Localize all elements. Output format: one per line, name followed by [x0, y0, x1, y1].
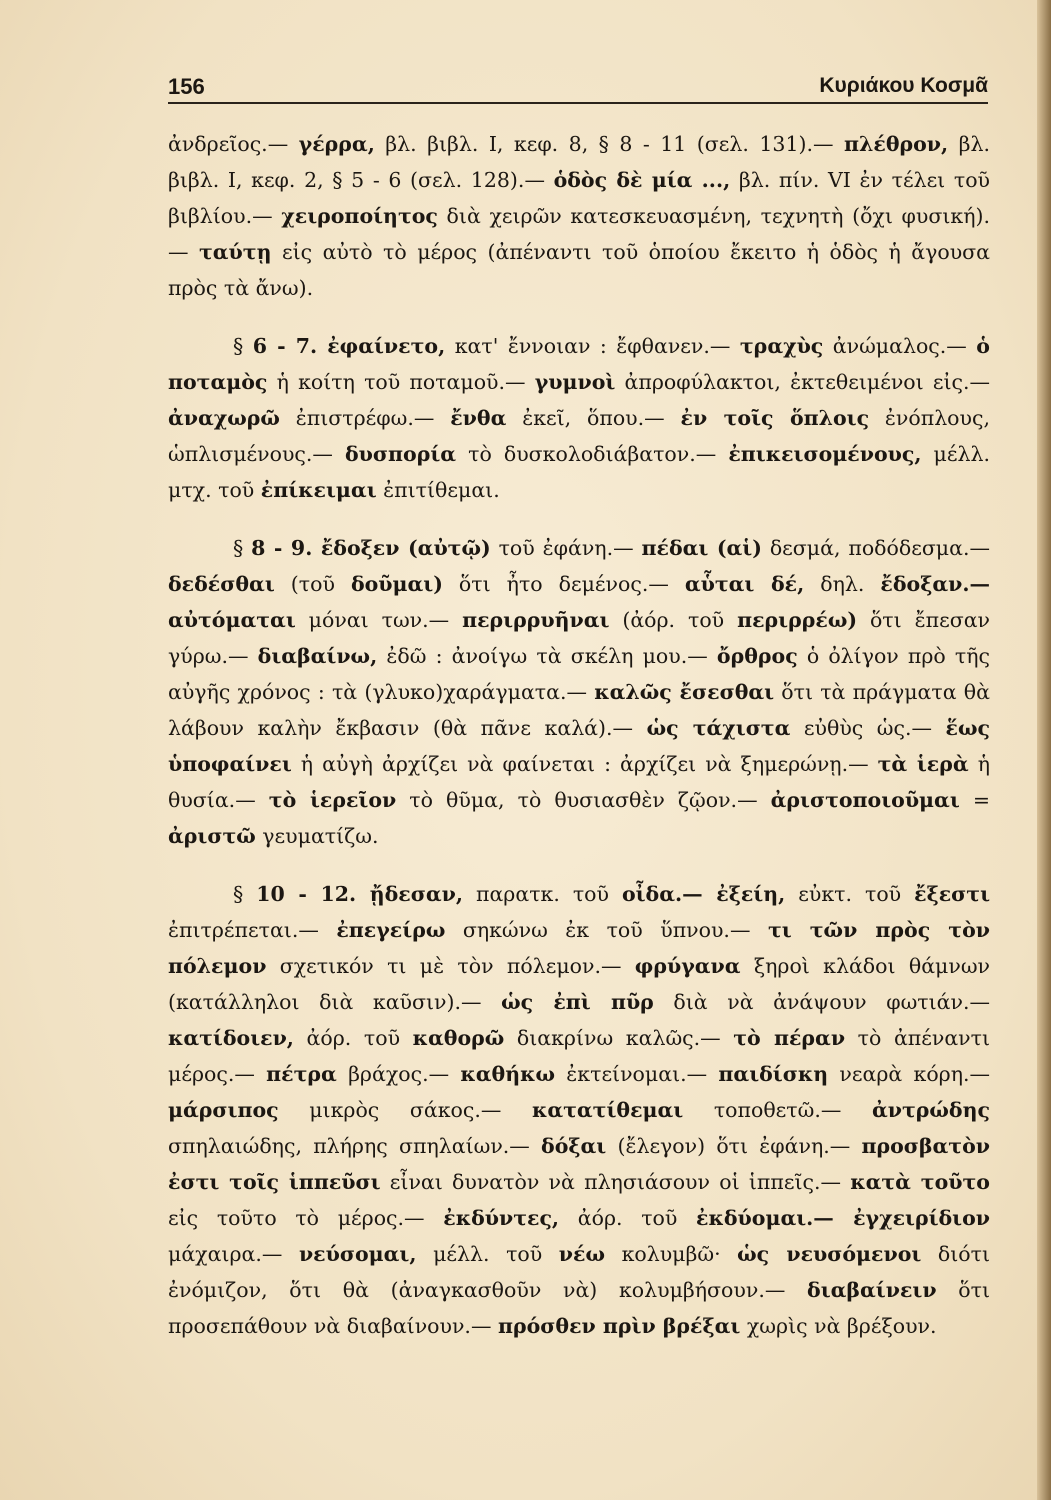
headword: νεύσομαι,: [298, 1242, 417, 1266]
gloss-text: (ἔλεγον) ὅτι ἐφάνη.—: [606, 1134, 862, 1158]
headword: ἀντρώδης: [871, 1098, 990, 1122]
headword: νέω: [558, 1242, 605, 1266]
gloss-text: διὰ νὰ ἀνάψουν φωτιάν.—: [653, 990, 990, 1014]
gloss-text: παρατκ. τοῦ: [463, 882, 622, 906]
gloss-text: ἡ αὐγὴ ἀρχίζει νὰ φαίνεται : ἀρχίζει νὰ ξημερώνῃ.—: [291, 752, 878, 776]
headword: ὡς νευσόμενοι: [737, 1242, 922, 1266]
gloss-text: (τοῦ: [274, 572, 351, 596]
gloss-text: §: [233, 882, 257, 906]
headword: χειροποίητος: [281, 204, 438, 228]
gloss-text: ὅτι προσεπάθουν νὰ διαβαίνουν.—: [168, 1278, 990, 1338]
headword: ταύτῃ: [198, 240, 272, 264]
gloss-text: βλ. πίν. VI ἐν τέλει τοῦ βιβλίου.—: [168, 168, 991, 228]
headword: ἔνθα: [450, 406, 507, 430]
headword: προσβατὸν ἐστι τοῖς ἱππεῦσι: [168, 1134, 990, 1194]
gloss-text: ἀνδρεῖος.—: [168, 132, 299, 156]
gloss-text: μέλλ. τοῦ: [416, 1242, 559, 1266]
gloss-text: τοῦ ἐφάνη.—: [490, 536, 642, 560]
gloss-text: ἀόρ. τοῦ: [559, 1206, 697, 1230]
headword: διαβαίνειν: [807, 1278, 937, 1302]
gloss-text: ὅτι ἔπεσαν γύρω.—: [168, 608, 991, 668]
headword: δόξαι: [541, 1134, 607, 1158]
headword: αὗται δέ,: [684, 572, 805, 596]
paragraph: [168, 328, 990, 508]
gloss-text: εὐκτ. τοῦ: [785, 882, 915, 906]
headword: ἔξεστι: [914, 882, 991, 906]
headword: κατατίθεμαι: [531, 1098, 684, 1122]
gloss-text: μόναι των.—: [295, 608, 463, 632]
headword: περιρρέω): [737, 608, 858, 632]
gloss-text: τὸ ἀπέναντι μέρος.—: [168, 1026, 991, 1086]
headword: τι τῶν πρὸς τὸν πόλεμον: [168, 918, 990, 978]
gloss-text: ἀπροφύλακτοι, ἐκτεθειμένοι εἰς.—: [615, 370, 991, 394]
headword: δυσπορία: [345, 442, 457, 466]
headword: καλῶς ἔσεσθαι: [594, 680, 775, 704]
commentary-body: [168, 126, 990, 1366]
headword: πλέθρον,: [843, 132, 949, 156]
gloss-text: διότι ἐνόμιζον, ὅτι θὰ (ἀναγκασθοῦν νὰ) κολυμβήσουν.—: [168, 1242, 990, 1302]
headword: ἔδοξαν.— αὐτόμαται: [168, 572, 990, 632]
headword: γυμνοὶ: [534, 370, 616, 394]
headword: πέδαι (αἱ): [641, 536, 762, 560]
headword: 6 - 7. ἐφαίνετο,: [252, 334, 446, 358]
headword: φρύγανα: [634, 954, 741, 978]
headword: ὁ ποταμὸς: [168, 334, 990, 394]
gloss-text: βλ. βιβλ. I, κεφ. 2, § 5 - 6 (σελ. 128).—: [168, 132, 990, 192]
page-number: 156: [168, 74, 205, 99]
gloss-text: δηλ.: [804, 572, 881, 596]
gloss-text: ἡ θυσία.—: [168, 752, 990, 812]
gloss-text: (ἀόρ. τοῦ: [609, 608, 738, 632]
headword: πέτρα: [266, 1062, 337, 1086]
headword: οἶδα.— ἐξείη,: [621, 882, 786, 906]
headword: ἐπεγείρω: [336, 918, 446, 942]
gloss-text: §: [233, 536, 252, 560]
paragraph: [168, 530, 990, 854]
headword: μάρσιπος: [168, 1098, 279, 1122]
gloss-text: σπηλαιώδης, πλήρης σπηλαίων.—: [168, 1134, 542, 1158]
gloss-text: νεαρὰ κόρη.—: [828, 1062, 991, 1086]
headword: καθορῶ: [412, 1026, 505, 1050]
headword: ὡς τάχιστα: [646, 716, 791, 740]
gloss-text: ὁ ὀλίγον πρὸ τῆς αὐγῆς χρόνος : τὰ (γλυκο)χαράγματα.—: [168, 644, 991, 704]
headword: ἐν τοῖς ὅπλοις: [680, 406, 870, 430]
gloss-text: μάχαιρα.—: [168, 1242, 299, 1266]
headword: ἐκδύντες,: [443, 1206, 560, 1230]
headword: ἀριστῶ: [168, 824, 256, 848]
headword: περιρρυῆναι: [462, 608, 610, 632]
gloss-text: =: [959, 788, 990, 812]
gloss-text: διακρίνω καλῶς.—: [504, 1026, 734, 1050]
gloss-text: διὰ χειρῶν κατεσκευασμένη, τεχνητὴ (ὄχι φυσική).—: [168, 204, 991, 264]
headword: ἀναχωρῶ: [168, 406, 280, 430]
running-head: Κυριάκου Κοσμᾶ: [819, 74, 988, 97]
headword: παιδίσκη: [718, 1062, 829, 1086]
gloss-text: ἐδῶ : ἀνοίγω τὰ σκέλη μου.—: [377, 644, 717, 668]
gloss-text: τὸ δυσκολοδιάβατον.—: [456, 442, 729, 466]
headword: καθήκω: [460, 1062, 555, 1086]
paragraph: [168, 126, 990, 306]
gloss-text: χωρὶς νὰ βρέξουν.: [740, 1314, 937, 1338]
paragraph: [168, 876, 990, 1344]
gloss-text: εἰς αὐτὸ τὸ μέρος (ἀπέναντι τοῦ ὁποίου ἔκειτο ἡ ὁδὸς ἡ ἄγουσα πρὸς τὰ ἄνω).: [168, 240, 990, 300]
gloss-text: ὅτι τὰ πράγματα θὰ λάβουν καλὴν ἔκβασιν (θὰ πᾶνε καλά).—: [168, 680, 990, 740]
gloss-text: μέλλ. μτχ. τοῦ: [168, 442, 990, 502]
headword: ὄρθρος: [716, 644, 798, 668]
headword: κατὰ τοῦτο: [850, 1170, 990, 1194]
gloss-text: εἶναι δυνατὸν νὰ πλησιάσουν οἱ ἱππεῖς.—: [380, 1170, 851, 1194]
headword: ἐπίκειμαι: [260, 478, 377, 502]
gloss-text: ἐπιτίθεμαι.: [376, 478, 500, 502]
headword: τὸ πέραν: [733, 1026, 846, 1050]
gloss-text: εὐθὺς ὡς.—: [790, 716, 946, 740]
gloss-text: ἀόρ. τοῦ: [293, 1026, 413, 1050]
gloss-text: σχετικόν τι μὲ τὸν πόλεμον.—: [266, 954, 635, 978]
page-header: [168, 72, 988, 104]
gloss-text: γευματίζω.: [255, 824, 379, 848]
gloss-text: δεσμά, ποδόδεσμα.—: [761, 536, 990, 560]
gloss-text: ἐκεῖ, ὅπου.—: [506, 406, 681, 430]
headword: ὁδὸς δὲ μία ...,: [553, 168, 731, 192]
page-edge-shadow: [1037, 0, 1051, 1500]
gloss-text: τοποθετῶ.—: [683, 1098, 872, 1122]
headword: δεδέσθαι: [168, 572, 275, 596]
headword: τὸ ἱερεῖον: [268, 788, 397, 812]
gloss-text: §: [233, 334, 253, 358]
headword: τὰ ἱερὰ: [877, 752, 969, 776]
gloss-text: τὸ θῦμα, τὸ θυσιασθὲν ζῷον.—: [396, 788, 771, 812]
headword: ἐκδύομαι.— ἐγχειρίδιον: [696, 1206, 990, 1230]
headword: γέρρα,: [298, 132, 375, 156]
headword: κατίδοιεν,: [168, 1026, 294, 1050]
gloss-text: μικρὸς σάκος.—: [278, 1098, 532, 1122]
headword: δοῦμαι): [350, 572, 443, 596]
gloss-text: βλ. βιβλ. I, κεφ. 8, § 8 - 11 (σελ. 131).—: [374, 132, 844, 156]
headword: ἀριστοποιοῦμαι: [770, 788, 960, 812]
headword: 8 - 9. ἔδοξεν (αὐτῷ): [251, 536, 491, 560]
headword: τραχὺς: [739, 334, 824, 358]
headword: 10 - 12. ᾔδεσαν,: [256, 882, 464, 906]
gloss-text: ξηροὶ κλάδοι θάμνων (κατάλληλοι διὰ καῦσιν).—: [168, 954, 990, 1014]
gloss-text: κολυμβῶ·: [605, 1242, 738, 1266]
gloss-text: ἐκτείνομαι.—: [555, 1062, 719, 1086]
gloss-text: ἐπιτρέπεται.—: [168, 918, 337, 942]
gloss-text: ἀνώμαλος.—: [823, 334, 977, 358]
gloss-text: κατ' ἔννοιαν : ἔφθανεν.—: [445, 334, 740, 358]
headword: ὡς ἐπὶ πῦρ: [501, 990, 654, 1014]
headword: ἕως ὑποφαίνει: [168, 716, 991, 776]
gloss-text: ὅτι ἦτο δεμένος.—: [442, 572, 685, 596]
headword: διαβαίνω,: [257, 644, 378, 668]
gloss-text: βράχος.—: [336, 1062, 461, 1086]
gloss-text: ἡ κοίτη τοῦ ποταμοῦ.—: [267, 370, 535, 394]
headword: ἐπικεισομένους,: [728, 442, 922, 466]
gloss-text: σηκώνω ἐκ τοῦ ὕπνου.—: [445, 918, 768, 942]
gloss-text: ἐνόπλους, ὡπλισμένους.—: [168, 406, 990, 466]
gloss-text: ἐπιστρέφω.—: [279, 406, 451, 430]
headword: πρόσθεν πρὶν βρέξαι: [497, 1314, 741, 1338]
gloss-text: εἰς τοῦτο τὸ μέρος.—: [168, 1206, 444, 1230]
